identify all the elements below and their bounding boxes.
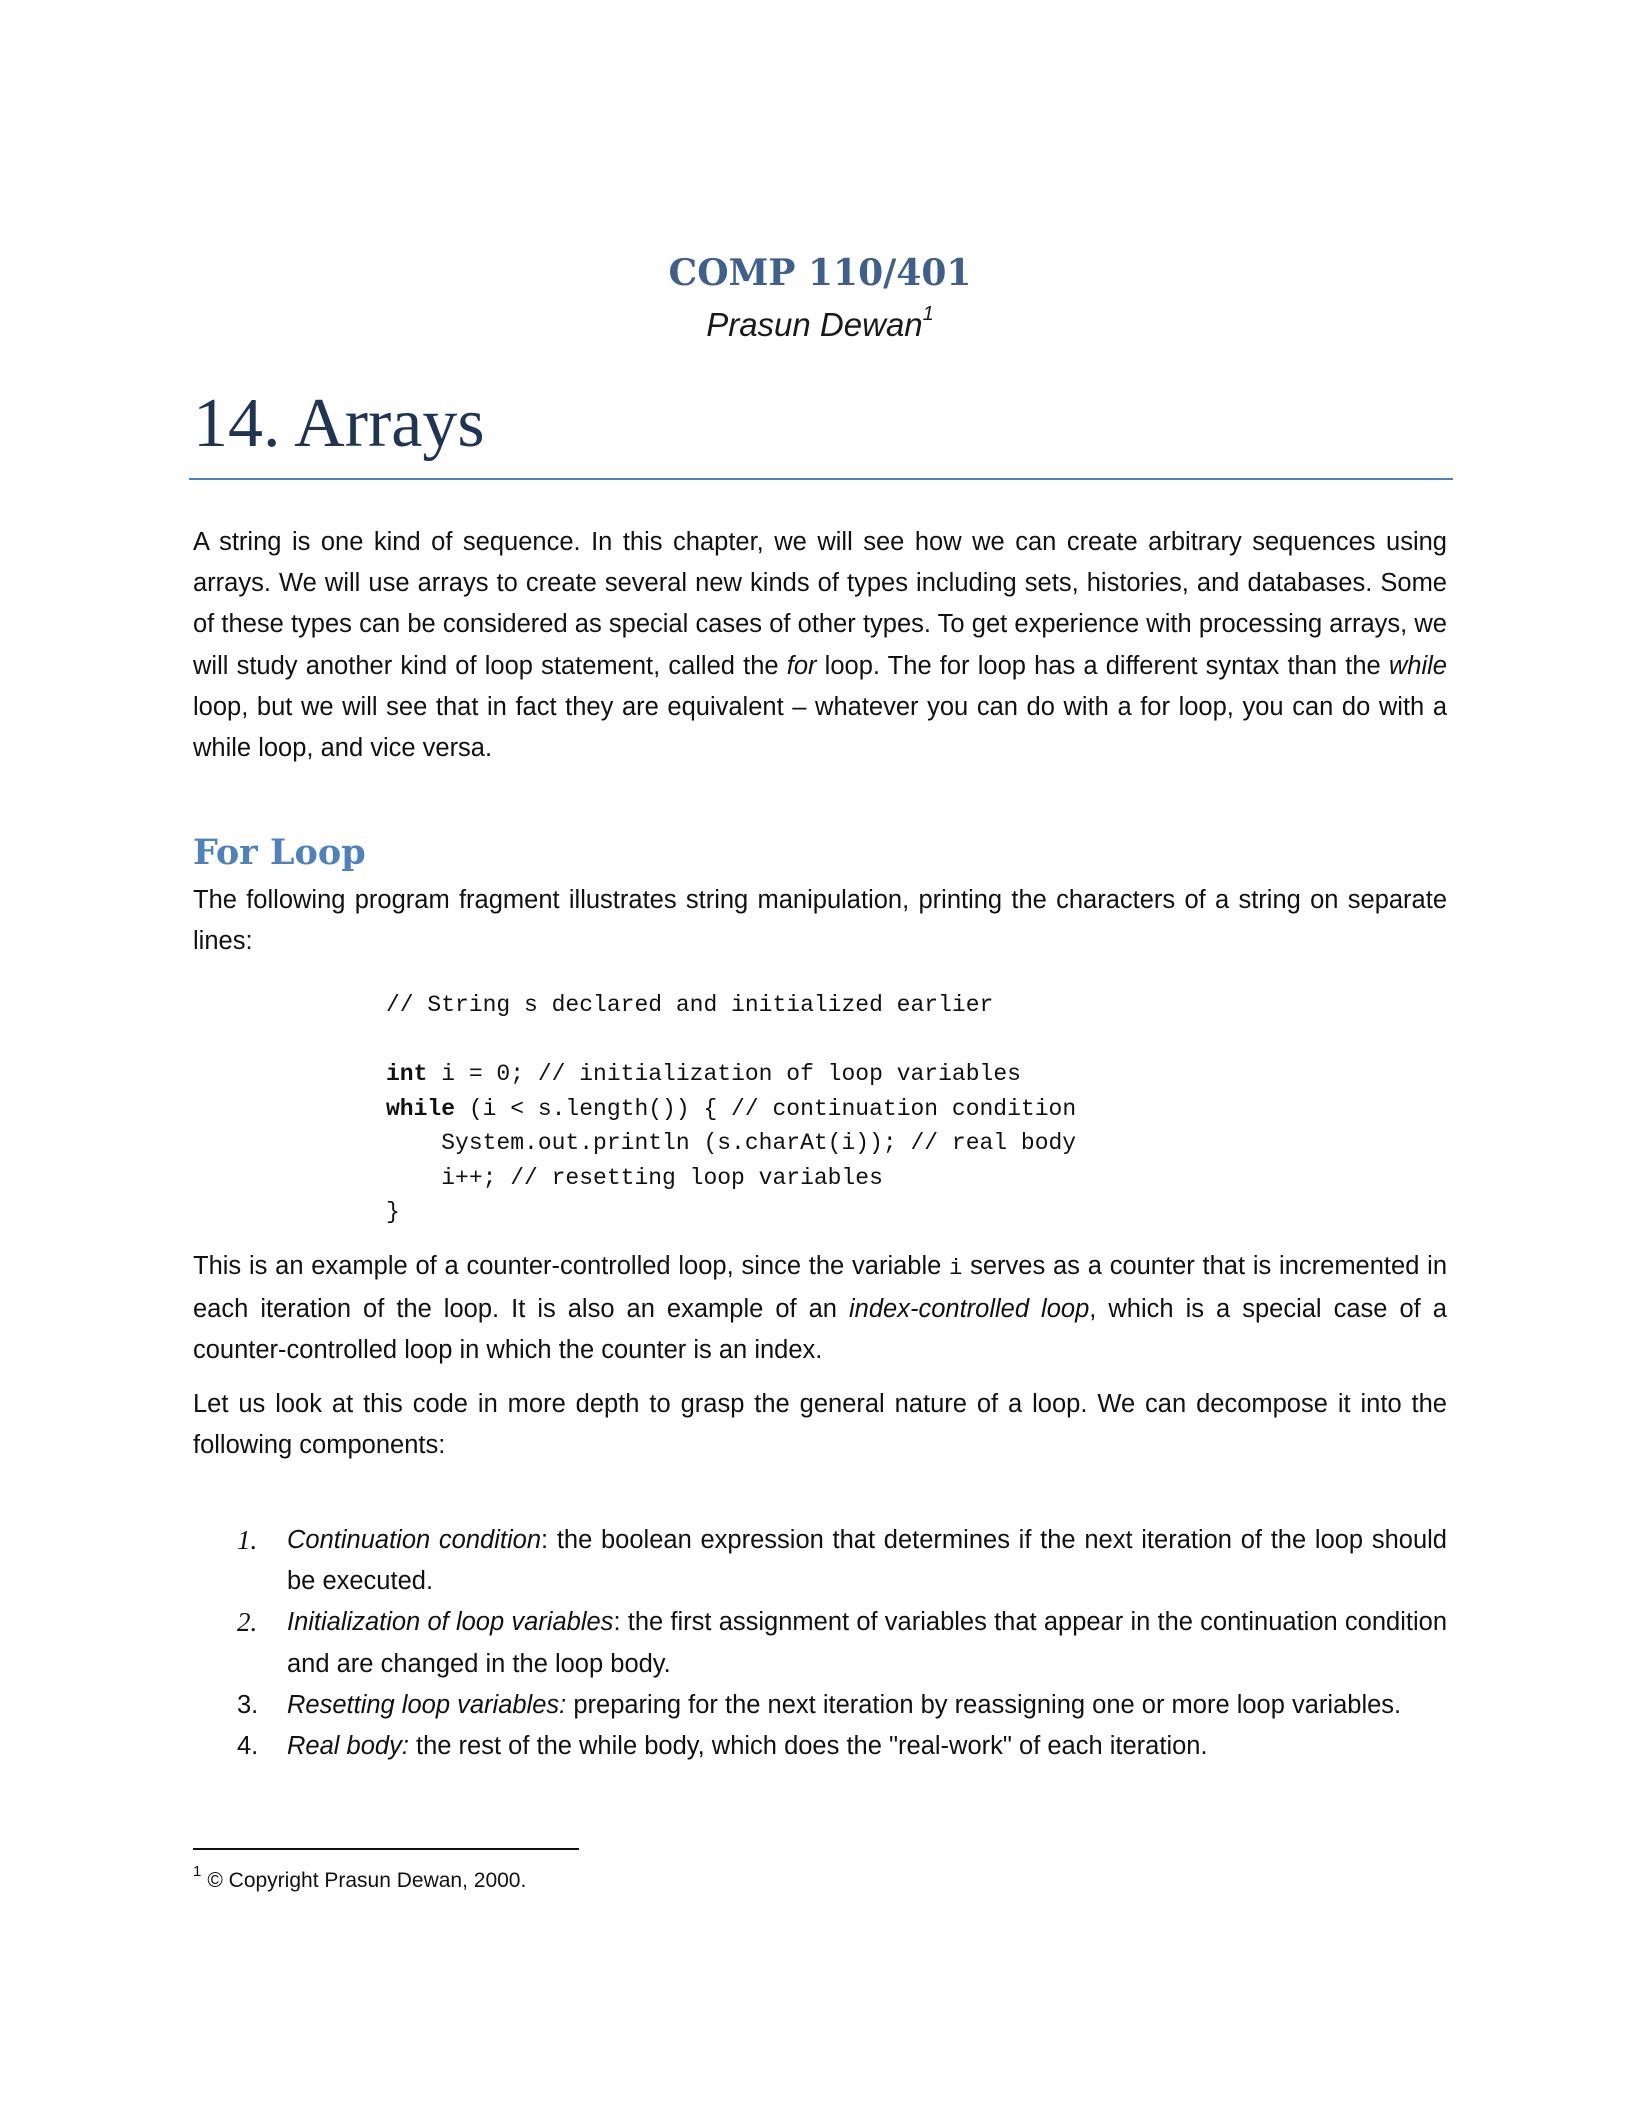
intro-text-2: loop. The for loop has a different syntax than the [816, 651, 1389, 680]
chapter-title: 14. Arrays [193, 385, 485, 462]
list-item [193, 1520, 1447, 1602]
list-term: Real body: [287, 1732, 409, 1761]
counter-text-2: serves as a counter that is incremented in each iteration of the loop. It is also an example of an [193, 1252, 1448, 1324]
code-line: } [386, 1199, 400, 1225]
counter-paragraph [193, 1246, 1447, 1372]
counter-text-1: This is an example of a counter-controlled loop, since the variable [193, 1252, 950, 1280]
intro-text-1: A string is one kind of sequence. In this chapter, we will see how we can create arbitrary sequences using arrays. We will use arrays to create several new kinds of types including sets, histories, and databases. Some of these types can be considered as special cases of other types. To get experience with processing arrays, we will study another kind of loop statement, called the [193, 528, 1447, 680]
author-name [0, 303, 1640, 344]
code-line: i++; // resetting loop variables [386, 1164, 883, 1191]
footnote-number: 1 [193, 1863, 202, 1880]
counter-em: index-controlled loop [849, 1295, 1090, 1324]
list-item [193, 1685, 1447, 1726]
decompose-text: Let us look at this code in more depth to grasp the general nature of a loop. We can decompose it into the following components: [193, 1390, 1447, 1460]
list-term: Continuation condition [287, 1526, 541, 1554]
list-term: Resetting loop variables: [287, 1690, 567, 1719]
intro-em-for: for [786, 651, 817, 680]
title-divider [189, 478, 1453, 480]
section-lead-text: The following program fragment illustrates string manipulation, printing the characters of a string on separate lines: [193, 886, 1447, 956]
code-block [386, 988, 1076, 1230]
list-number: 4. [237, 1732, 259, 1761]
intro-paragraph [193, 522, 1447, 769]
list-desc: the rest of the while body, which does the "real-work" of each iteration. [408, 1732, 1208, 1761]
code-text: (i < s.length()) { // continuation condition [455, 1095, 1077, 1122]
section-lead-paragraph [193, 880, 1447, 962]
decompose-paragraph [193, 1384, 1447, 1466]
code-text: i = 0; // initialization of loop variables [427, 1061, 1021, 1087]
components-list [193, 1520, 1447, 1767]
list-item [193, 1602, 1447, 1684]
footnote-divider [193, 1848, 579, 1850]
code-blank-line [386, 1023, 1076, 1058]
intro-text-3: loop, but we will see that in fact they are equivalent – whatever you can do with a for loop, you can do with a while loop, and vice versa. [193, 692, 1447, 763]
footnote [193, 1863, 527, 1893]
code-keyword: while [386, 1095, 456, 1122]
list-desc: : the first assignment of variables that appear in the continuation condition and are changed in the loop body. [287, 1608, 1447, 1678]
list-number: 2. [237, 1607, 258, 1638]
list-number: 1. [237, 1525, 258, 1555]
footnote-text: © Copyright Prasun Dewan, 2000. [207, 1869, 527, 1892]
author-text: Prasun Dewan [706, 306, 923, 343]
list-desc: : the boolean expression that determines if the next iteration of the loop should be executed. [287, 1526, 1447, 1596]
inline-code-i: i [949, 1256, 963, 1281]
list-item [193, 1726, 1447, 1767]
list-number: 3. [237, 1690, 259, 1719]
counter-text-3: , which is a special case of a counter-controlled loop in which the counter is an index. [193, 1295, 1447, 1365]
course-code: COMP 110/401 [668, 252, 972, 294]
code-keyword: int [386, 1061, 428, 1087]
code-line [386, 1092, 1076, 1127]
intro-em-while: while [1388, 651, 1447, 680]
code-line: // String s declared and initialized earlier [386, 992, 994, 1018]
code-line: System.out.println (s.charAt(i)); // real body [386, 1130, 1077, 1156]
list-term: Initialization of loop variables [287, 1608, 614, 1637]
section-heading-for-loop: For Loop [193, 832, 366, 873]
list-desc: preparing for the next iteration by reassigning one or more loop variables. [566, 1690, 1402, 1719]
footnote-ref[interactable]: 1 [922, 303, 934, 325]
code-line [386, 1057, 1076, 1092]
